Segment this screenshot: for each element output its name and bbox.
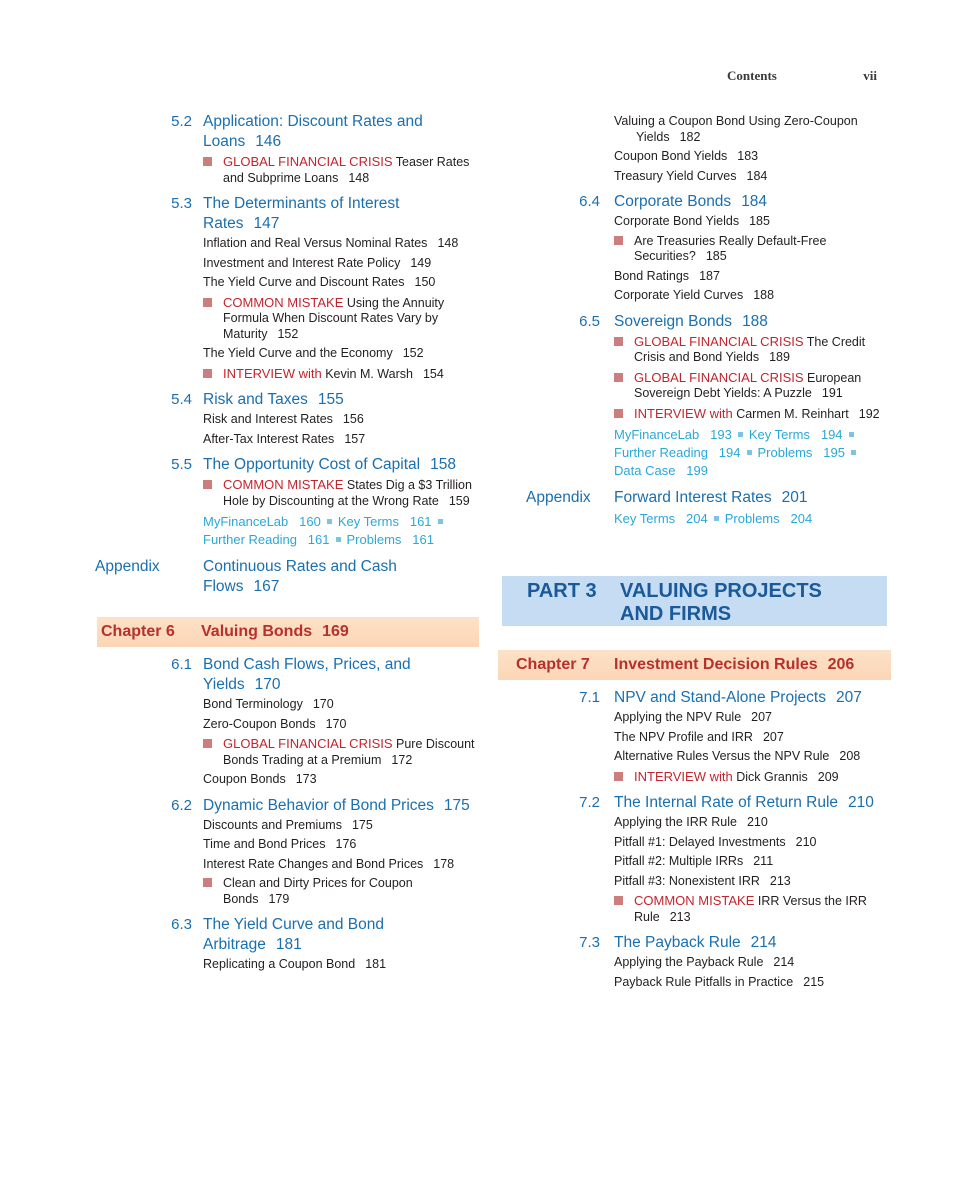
section-page: 170 <box>254 676 281 693</box>
end-matter-label: Problems <box>346 532 402 547</box>
right-column <box>502 112 887 998</box>
section-page: 207 <box>835 689 862 706</box>
end-matter-page: 193 <box>710 427 732 442</box>
feature-box-square-icon <box>614 896 623 905</box>
end-matter-links <box>203 513 475 549</box>
entry-page: 184 <box>746 168 768 183</box>
section-page: 181 <box>275 936 302 953</box>
entry-title: Coupon Bond Yields <box>614 149 728 163</box>
section-title[interactable] <box>203 194 475 234</box>
entry-page: 191 <box>821 386 843 400</box>
section-5-2 <box>105 112 475 186</box>
section-page: 175 <box>443 796 470 814</box>
entry-page: 154 <box>422 366 444 381</box>
section-6-2 <box>105 796 475 908</box>
entry-list <box>203 697 475 788</box>
entry-title: Teaser Rates and Subprime Loans <box>223 155 470 185</box>
section-title[interactable] <box>614 688 887 708</box>
entry-title: The Credit Crisis and Bond Yields <box>634 334 866 364</box>
toc-entry[interactable] <box>614 815 887 831</box>
end-matter-page: 194 <box>820 427 843 442</box>
end-matter-link[interactable] <box>338 514 432 529</box>
entry-page: 208 <box>839 749 861 763</box>
feature-tag: INTERVIEW with <box>223 365 322 381</box>
chapter-title <box>201 623 349 641</box>
entry-page: 159 <box>448 493 470 508</box>
feature-tag: COMMON MISTAKE <box>223 477 344 492</box>
entry-title: After-Tax Interest Rates <box>203 431 335 446</box>
entry-title: Risk and Interest Rates <box>203 412 333 426</box>
end-matter-label: Data Case <box>614 463 676 478</box>
section-6-5 <box>502 312 887 423</box>
appendix-title-text: Continuous Rates and Cash Flows <box>203 558 397 595</box>
end-matter-page: 160 <box>299 514 321 529</box>
end-matter-label: Further Reading <box>614 445 708 460</box>
toc-entry[interactable] <box>614 406 887 423</box>
section-title-text: Dynamic Behavior of Bond Prices <box>203 796 434 814</box>
toc-entry[interactable] <box>614 955 887 971</box>
entry-title: Alternative Rules Versus the NPV Rule <box>614 749 830 763</box>
toc-entry[interactable] <box>614 370 887 402</box>
appendix-title <box>614 488 887 508</box>
entry-page: 156 <box>342 412 364 426</box>
toc-entry[interactable] <box>203 876 475 907</box>
section-number: 5.4 <box>171 391 192 408</box>
bullet-square-icon <box>438 519 443 524</box>
part-heading[interactable] <box>502 576 887 626</box>
entry-page: 181 <box>365 957 387 971</box>
entry-title: The Yield Curve and Discount Rates <box>203 275 405 289</box>
toc-entry[interactable] <box>203 477 475 509</box>
entry-title: Inflation and Real Versus Nominal Rates <box>203 236 428 250</box>
appendix-label: Appendix <box>95 558 160 575</box>
section-title[interactable] <box>614 192 887 212</box>
feature-box-square-icon <box>203 298 212 307</box>
entry-page: 189 <box>769 350 790 364</box>
section-number: 6.5 <box>579 312 600 330</box>
toc-entry[interactable] <box>614 114 887 145</box>
section-title-text: NPV and Stand-Alone Projects <box>614 689 826 706</box>
entry-title: Clean and Dirty Prices for Coupon Bonds <box>223 876 413 906</box>
entry-page: 150 <box>414 275 436 289</box>
appendix-entry[interactable] <box>95 557 475 597</box>
section-number: 6.2 <box>171 796 192 814</box>
entry-title: Applying the Payback Rule <box>614 955 764 969</box>
appendix-wrapper <box>526 488 887 508</box>
toc-entry[interactable] <box>614 975 887 991</box>
entry-title: Bond Ratings <box>614 268 690 283</box>
toc-entry[interactable] <box>614 874 887 890</box>
end-matter-page: 161 <box>307 532 330 547</box>
section-5-3 <box>105 194 475 382</box>
entry-title: Carmen M. Reinhart <box>736 406 849 421</box>
part-title-line1: VALUING PROJECTS <box>620 580 822 602</box>
toc-entry[interactable] <box>203 295 475 343</box>
section-title[interactable] <box>614 312 887 332</box>
entry-page: 214 <box>773 955 795 969</box>
end-matter-page: 204 <box>790 511 813 526</box>
section-title-text: The Determinants of Interest Rates <box>203 195 400 232</box>
section-number: 7.2 <box>579 794 600 811</box>
toc-entry[interactable] <box>614 234 887 265</box>
entry-title: Pitfall #2: Multiple IRRs <box>614 854 744 868</box>
entry-page: 176 <box>335 837 357 851</box>
entry-page: 188 <box>753 288 775 302</box>
entry-page: 211 <box>753 854 774 868</box>
feature-tag: GLOBAL FINANCIAL CRISIS <box>634 369 804 385</box>
entry-list <box>614 955 887 990</box>
entry-title: Zero-Coupon Bonds <box>203 716 316 731</box>
appendix-label: Appendix <box>526 489 591 506</box>
section-5-4 <box>105 390 475 447</box>
entry-page: 157 <box>344 431 366 446</box>
toc-entry[interactable] <box>203 818 475 834</box>
toc-entry[interactable] <box>203 432 475 448</box>
toc-entry[interactable] <box>203 857 475 873</box>
chapter-title-text: Valuing Bonds <box>201 623 313 640</box>
section-title-text: The Internal Rate of Return Rule <box>614 794 839 811</box>
end-matter-link[interactable] <box>614 463 708 478</box>
toc-entry[interactable] <box>203 717 475 733</box>
entry-title: Investment and Interest Rate Policy <box>203 255 401 270</box>
toc-entry[interactable] <box>203 236 475 252</box>
appendix-title <box>203 557 475 597</box>
section-6-1 <box>105 655 475 788</box>
entry-page: 179 <box>268 891 290 906</box>
entry-page: 209 <box>817 769 839 784</box>
entry-list <box>614 214 887 304</box>
end-matter-page: 199 <box>686 463 708 478</box>
section-number: 5.2 <box>171 113 192 130</box>
section-title-text: Risk and Taxes <box>203 391 308 408</box>
part-title-line2: AND FIRMS <box>620 603 732 625</box>
entry-page: 215 <box>803 974 825 989</box>
section-page: 146 <box>255 133 282 150</box>
toc-entry[interactable] <box>614 169 887 185</box>
section-7-1 <box>502 688 887 785</box>
section-title-text: The Payback Rule <box>614 934 741 951</box>
end-matter-link[interactable] <box>758 445 845 460</box>
entry-page: 183 <box>737 149 759 163</box>
entry-page: 170 <box>312 697 334 711</box>
toc-entry[interactable] <box>614 835 887 851</box>
feature-box-square-icon <box>614 772 623 781</box>
feature-box-square-icon <box>614 236 623 245</box>
entry-title: Kevin M. Warsh <box>325 366 413 381</box>
entry-list <box>614 114 887 184</box>
feature-box-square-icon <box>203 480 212 489</box>
toc-entry[interactable] <box>203 412 475 428</box>
entry-title: The Yield Curve and the Economy <box>203 346 393 360</box>
entry-title: Time and Bond Prices <box>203 837 326 851</box>
section-number: 6.3 <box>171 916 192 933</box>
section-title[interactable] <box>614 933 887 953</box>
entry-page: 192 <box>858 406 880 421</box>
toc-entry[interactable] <box>614 749 887 765</box>
end-matter-label: Key Terms <box>748 427 810 442</box>
entry-list <box>203 477 475 509</box>
entry-list <box>614 710 887 785</box>
entry-page: 210 <box>795 834 817 849</box>
feature-box-square-icon <box>614 373 623 382</box>
entry-page: 152 <box>402 346 424 360</box>
section-title[interactable] <box>614 793 887 813</box>
end-matter-page: 204 <box>686 511 708 526</box>
toc-entry[interactable] <box>614 214 887 230</box>
toc-entry[interactable] <box>203 772 475 788</box>
entry-title: Bond Terminology <box>203 697 303 711</box>
feature-box-square-icon <box>203 739 212 748</box>
spacer <box>105 603 475 617</box>
entry-page: 182 <box>679 129 701 144</box>
section-6-4 <box>502 192 887 304</box>
toc-entry[interactable] <box>203 736 475 768</box>
end-matter-label: Key Terms <box>614 511 676 526</box>
toc-entry[interactable] <box>614 334 887 366</box>
entry-page: 185 <box>749 214 770 228</box>
spacer <box>502 536 887 576</box>
end-matter-link[interactable] <box>725 511 812 526</box>
section-title[interactable] <box>203 796 475 816</box>
section-title-text: The Yield Curve and Bond Arbitrage <box>203 916 384 953</box>
section-page: 210 <box>848 794 874 811</box>
toc-entry[interactable] <box>614 769 887 786</box>
page-number: vii <box>863 68 877 83</box>
entry-list <box>203 236 475 382</box>
feature-tag: COMMON MISTAKE <box>634 893 755 908</box>
feature-box-square-icon <box>203 157 212 166</box>
entry-page: 148 <box>437 236 459 250</box>
chapter-wrapper <box>502 650 887 680</box>
entry-title: Valuing a Coupon Bond Using Zero-Coupon Yields <box>614 114 858 144</box>
section-page: 184 <box>741 193 768 210</box>
feature-tag: GLOBAL FINANCIAL CRISIS <box>223 736 393 751</box>
toc-entry[interactable] <box>614 854 887 870</box>
entry-title: Corporate Yield Curves <box>614 288 744 302</box>
entry-title: Applying the IRR Rule <box>614 815 737 829</box>
appendix-page: 201 <box>781 489 808 506</box>
toc-entry[interactable] <box>203 697 475 713</box>
end-matter-links <box>614 510 887 528</box>
entry-page: 187 <box>699 268 720 283</box>
entry-title: Payback Rule Pitfalls in Practice <box>614 974 794 989</box>
bullet-square-icon <box>738 432 743 437</box>
part-label: PART 3 <box>527 580 597 602</box>
entry-page: 170 <box>325 716 347 731</box>
section-number: 6.4 <box>579 193 600 210</box>
feature-box-square-icon <box>614 337 623 346</box>
section-number: 6.1 <box>171 656 192 673</box>
end-matter-label: Problems <box>724 511 780 526</box>
chapter-title <box>614 656 854 674</box>
entry-page: 175 <box>351 817 373 832</box>
section-title-text: Bond Cash Flows, Prices, and Yields <box>203 656 411 693</box>
section-title[interactable] <box>203 655 475 695</box>
section-page: 147 <box>253 215 280 232</box>
bullet-square-icon <box>747 450 752 455</box>
feature-box-square-icon <box>203 878 212 887</box>
appendix-title-text: Forward Interest Rates <box>614 489 772 506</box>
feature-box-square-icon <box>203 369 212 378</box>
entry-title: Applying the NPV Rule <box>614 710 742 724</box>
chapter-label: Chapter 6 <box>101 623 175 640</box>
section-title[interactable] <box>203 915 475 955</box>
toc-entry[interactable] <box>203 366 475 383</box>
entry-title: Treasury Yield Curves <box>614 168 737 183</box>
entry-title: Pitfall #3: Nonexistent IRR <box>614 873 760 888</box>
entry-page: 152 <box>277 326 299 341</box>
chapter-title-text: Investment Decision Rules <box>614 656 818 673</box>
section-title-text: Sovereign Bonds <box>614 312 733 330</box>
toc-entry[interactable] <box>614 288 887 304</box>
toc-entry[interactable] <box>614 269 887 285</box>
running-head-title: Contents <box>727 68 777 83</box>
chapter-label: Chapter 7 <box>516 656 590 673</box>
section-title-text: Application: Discount Rates and Loans <box>203 113 423 150</box>
entry-page: 148 <box>348 170 370 185</box>
entry-list <box>614 815 887 925</box>
end-matter-link[interactable] <box>614 511 708 526</box>
section-7-3 <box>502 933 887 990</box>
entry-title: IRR Versus the IRR Rule <box>634 894 867 924</box>
section-title[interactable] <box>203 390 475 410</box>
entry-title: Coupon Bonds <box>203 772 286 786</box>
entry-page: 207 <box>751 710 773 724</box>
bullet-square-icon <box>714 516 719 521</box>
section-7-2 <box>502 793 887 925</box>
toc-entry[interactable] <box>203 256 475 272</box>
entry-page: 178 <box>433 856 455 871</box>
section-page: 155 <box>317 391 344 408</box>
end-matter-label: Key Terms <box>337 514 399 529</box>
end-matter-label: Further Reading <box>203 532 297 547</box>
section-page: 158 <box>430 456 456 473</box>
section-title[interactable] <box>203 112 475 152</box>
toc-entry[interactable] <box>614 710 887 726</box>
feature-tag: GLOBAL FINANCIAL CRISIS <box>634 333 804 349</box>
entry-title: Interest Rate Changes and Bond Prices <box>203 856 424 871</box>
bullet-square-icon <box>849 432 854 437</box>
toc-entry[interactable] <box>203 957 475 973</box>
section-number: 7.1 <box>579 689 600 706</box>
section-5-5 <box>105 455 475 509</box>
toc-entry[interactable] <box>614 730 887 746</box>
entry-title: European Sovereign Debt Yields: A Puzzle <box>634 370 862 400</box>
end-matter-link[interactable] <box>614 445 741 460</box>
entry-title: The NPV Profile and IRR <box>614 729 753 744</box>
entry-list <box>203 957 475 973</box>
entry-page: 213 <box>769 873 791 888</box>
section-number: 5.3 <box>171 195 192 212</box>
chapter-wrapper <box>101 617 475 647</box>
end-matter-page: 161 <box>409 514 432 529</box>
end-matter-link[interactable] <box>203 532 330 547</box>
feature-tag: INTERVIEW with <box>634 405 733 421</box>
appendix-wrapper <box>95 557 475 597</box>
entry-title: Using the Annuity Formula When Discount Rates Vary by Maturity <box>223 295 445 341</box>
feature-tag: GLOBAL FINANCIAL CRISIS <box>223 154 393 169</box>
bullet-square-icon <box>327 519 332 524</box>
section-number: 5.5 <box>171 456 192 473</box>
appendix-page: 167 <box>253 578 280 595</box>
toc-entry[interactable] <box>203 275 475 291</box>
section-page: 188 <box>742 312 768 330</box>
toc-entry[interactable] <box>203 837 475 853</box>
chapter-page: 169 <box>322 623 349 640</box>
end-matter-link[interactable] <box>749 427 843 442</box>
entry-list <box>203 818 475 908</box>
section-page: 214 <box>750 934 777 951</box>
feature-box-square-icon <box>614 409 623 418</box>
entry-title: States Dig a $3 Trillion Hole by Discounting at the Wrong Rate <box>223 478 472 508</box>
end-matter-link[interactable] <box>614 427 732 442</box>
end-matter-links <box>614 426 887 480</box>
entry-page: 207 <box>762 729 784 744</box>
end-matter-page: 195 <box>823 445 845 460</box>
entry-title: Pitfall #1: Delayed Investments <box>614 834 786 849</box>
chapter-heading[interactable] <box>97 617 479 647</box>
feature-tag: COMMON MISTAKE <box>223 294 344 310</box>
end-matter-label: MyFinanceLab <box>203 514 289 529</box>
left-column <box>95 112 475 981</box>
end-matter-page: 161 <box>412 532 434 547</box>
entry-page: 185 <box>705 249 727 263</box>
appendix-entry[interactable] <box>526 488 887 508</box>
entry-page: 210 <box>746 815 768 829</box>
toc-entry[interactable] <box>614 893 887 925</box>
entry-list <box>203 412 475 447</box>
entry-title: Pure Discount Bonds Trading at a Premium <box>223 737 475 767</box>
end-matter-label: Problems <box>757 445 813 460</box>
entry-title: Dick Grannis <box>736 769 808 784</box>
feature-tag: INTERVIEW with <box>634 768 733 784</box>
section-6-3 <box>105 915 475 973</box>
end-matter-link[interactable] <box>203 514 321 529</box>
toc-entry[interactable] <box>614 149 887 165</box>
toc-entry[interactable] <box>203 346 475 362</box>
entry-page: 173 <box>295 772 317 786</box>
section-title-text: The Opportunity Cost of Capital <box>203 456 421 473</box>
entry-list <box>614 334 887 423</box>
bullet-square-icon <box>851 450 856 455</box>
chapter-page: 206 <box>827 656 855 673</box>
entry-title: Corporate Bond Yields <box>614 214 740 228</box>
entry-list <box>203 154 475 186</box>
section-title[interactable] <box>203 455 475 475</box>
section-number: 7.3 <box>579 934 600 951</box>
toc-entry[interactable] <box>203 154 475 186</box>
section-title-text: Corporate Bonds <box>614 193 732 210</box>
entry-title: Are Treasuries Really Default-Free Securities? <box>634 233 827 263</box>
entry-page: 172 <box>391 752 413 767</box>
end-matter-page: 194 <box>718 445 741 460</box>
entry-page: 213 <box>669 909 691 924</box>
entry-title: Discounts and Premiums <box>203 817 342 832</box>
end-matter-link[interactable] <box>347 532 434 547</box>
part-title <box>620 580 822 626</box>
bullet-square-icon <box>336 537 341 542</box>
entry-page: 149 <box>410 255 432 270</box>
chapter-heading[interactable] <box>498 650 891 680</box>
entry-title: Replicating a Coupon Bond <box>203 957 356 971</box>
end-matter-label: MyFinanceLab <box>614 427 700 442</box>
